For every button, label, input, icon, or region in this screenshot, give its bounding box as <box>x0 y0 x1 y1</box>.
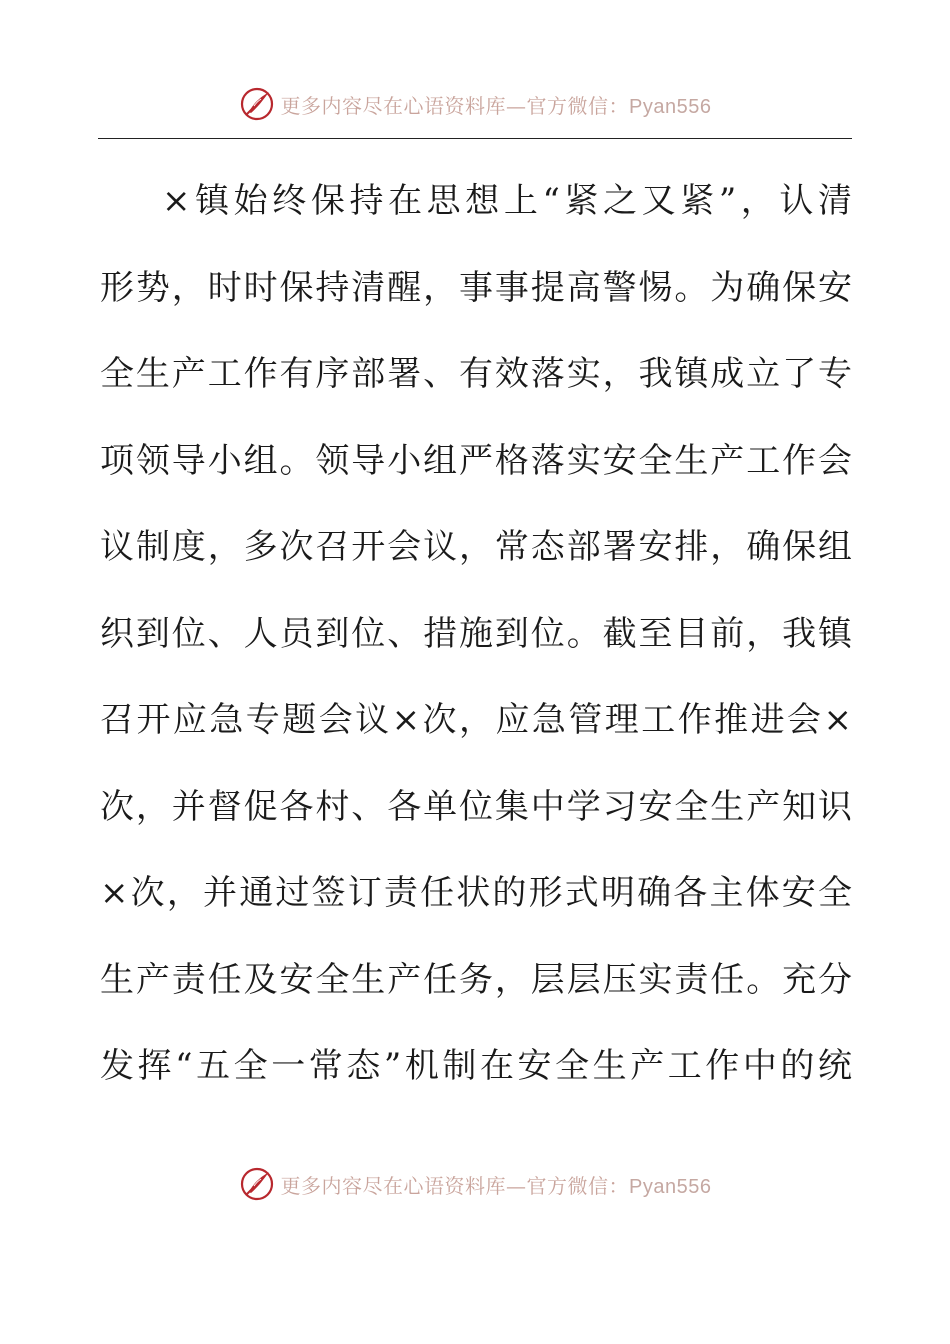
watermark-wechat-id: Pyan556 <box>629 95 712 118</box>
watermark-wechat-id: Pyan556 <box>629 1175 712 1198</box>
paragraph-line: 生产责任及安全生产任务，层层压实责任。充分 <box>100 959 852 1000</box>
paragraph-line: 项领导小组。领导小组严格落实安全生产工作会 <box>100 440 852 481</box>
body-paragraph <box>100 158 852 1110</box>
header-divider <box>98 138 852 139</box>
paragraph-line: ×镇始终保持在思想上“紧之又紧”，认清 <box>162 181 852 221</box>
paragraph-line: ×次，并通过签订责任状的形式明确各主体安全 <box>100 873 852 913</box>
paragraph-line: 形势，时时保持清醒，事事提高警惕。为确保安 <box>100 267 852 308</box>
paragraph-line: 召开应急专题会议×次，应急管理工作推进会× <box>100 700 852 740</box>
footer-watermark <box>0 1162 950 1206</box>
paragraph-line: 议制度，多次召开会议，常态部署安排，确保组 <box>100 527 852 567</box>
watermark-site-text: 更多内容尽在心语资料库—官方微信： <box>280 93 630 118</box>
paragraph-line: 发挥“五全一常态”机制在安全生产工作中的统 <box>100 1046 852 1086</box>
quill-logo-icon <box>239 86 275 122</box>
paragraph-line: 织到位、人员到位、措施到位。截至目前，我镇 <box>100 613 852 654</box>
paragraph-line: 全生产工作有序部署、有效落实，我镇成立了专 <box>100 354 852 394</box>
quill-logo-icon <box>239 1166 275 1202</box>
paragraph-line: 次，并督促各村、各单位集中学习安全生产知识 <box>100 786 852 827</box>
watermark-site-text: 更多内容尽在心语资料库—官方微信： <box>280 1173 630 1198</box>
header-watermark <box>0 82 950 126</box>
